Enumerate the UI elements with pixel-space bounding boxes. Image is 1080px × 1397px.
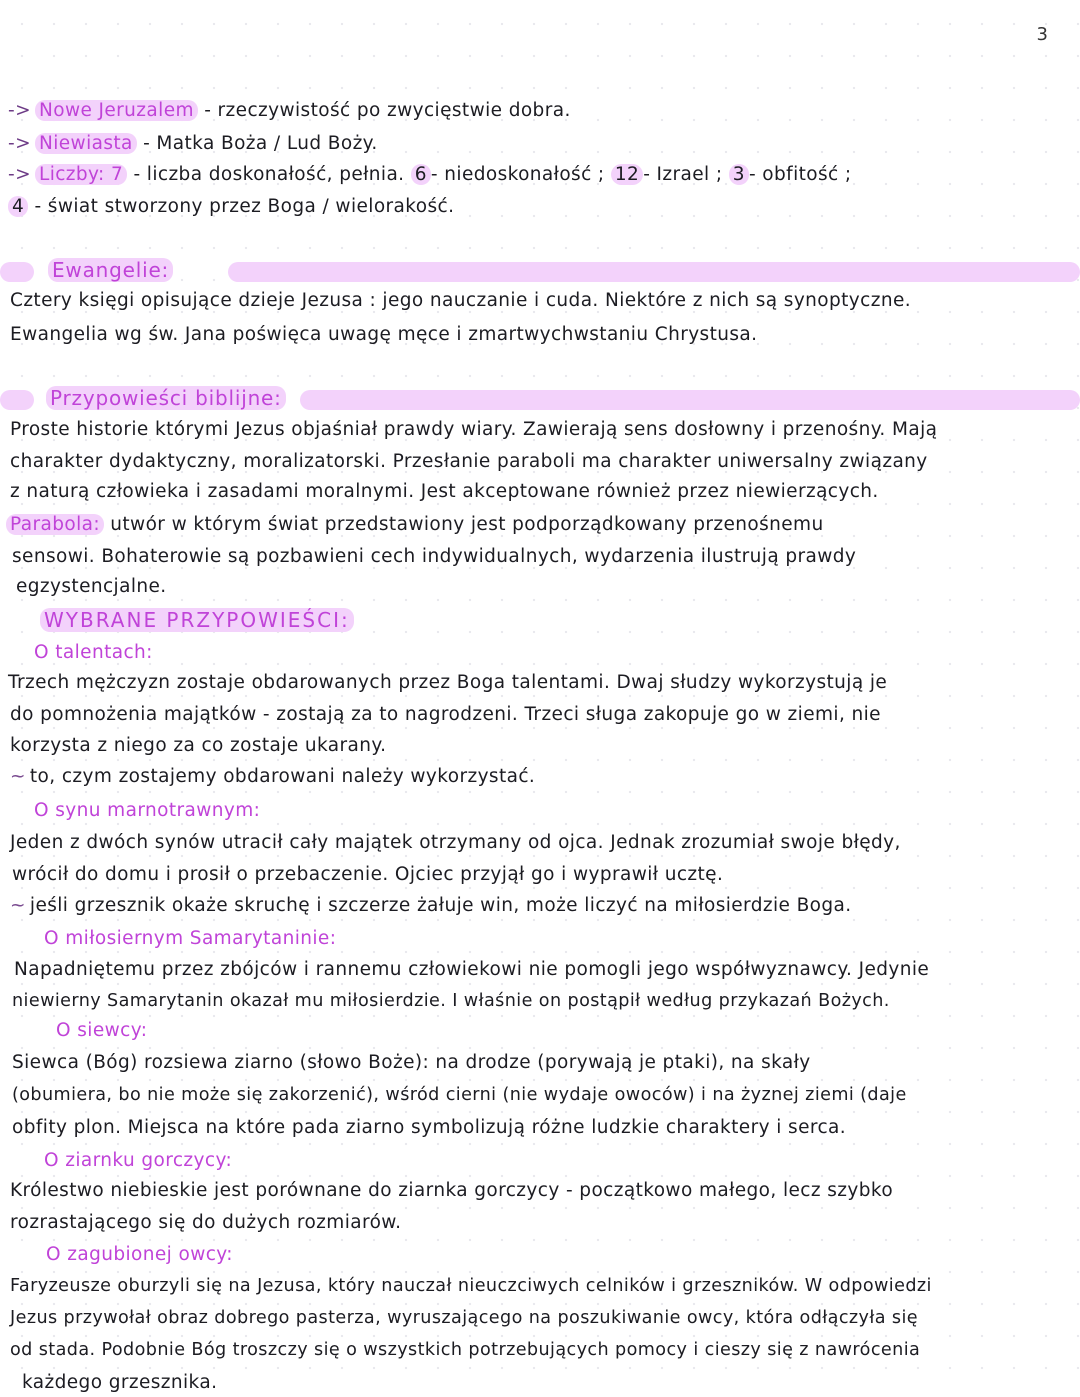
separator: -: [143, 133, 151, 154]
separator: -: [204, 100, 212, 121]
highlight-bar-right: [300, 390, 1080, 410]
number-3: 3: [729, 164, 749, 185]
moral-text: jeśli grzesznik okaże skruchę i szczerze żałuje win, może liczyć na miłosierdzie Boga.: [29, 895, 852, 916]
gospels-line: Cztery księgi opisujące dzieje Jezusa : jego nauczanie i cuda. Niektóre z nich są synoptyczne.: [10, 290, 912, 311]
parables-line: z naturą człowieka i zasadami moralnymi. Jest akceptowane również przez niewierzących.: [10, 481, 879, 502]
tilde-icon: ~: [10, 766, 26, 787]
title-mustard: O ziarnku gorczycy:: [44, 1150, 233, 1171]
heading-parables: [46, 386, 286, 410]
sower-line: Siewca (Bóg) rozsiewa ziarno (słowo Boże): na drodze (porywają je ptaki), na skały: [12, 1052, 811, 1073]
title-lost-sheep: O zagubionej owcy:: [46, 1244, 233, 1265]
arrow-icon: ->: [8, 133, 31, 154]
parables-line: Proste historie którymi Jezus objaśniał prawdy wiary. Zawierają sens dosłowny i przenośny. Mają: [10, 419, 938, 440]
definition: Matka Boża / Lud Boży.: [156, 133, 378, 154]
definition: - niedoskonałość ;: [430, 164, 605, 185]
highlight-bar-left: [0, 262, 34, 282]
heading-parables-text: Przypowieści biblijne:: [46, 386, 286, 410]
heading-selected: [40, 608, 354, 632]
lost-sheep-line: Jezus przywołał obraz dobrego pasterza, wyruszającego na poszukiwanie owcy, która odłączyła się: [10, 1308, 919, 1328]
talents-line: Trzech mężczyzn zostaje obdarowanych przez Boga talentami. Dwaj słudzy wykorzystują je: [8, 672, 888, 693]
prodigal-line: wrócił do domu i prosił o przebaczenie. Ojciec przyjął go i wyprawił ucztę.: [12, 864, 724, 885]
title-sower: O siewcy:: [56, 1020, 148, 1041]
intro-line-jerusalem: [8, 100, 571, 121]
intro-line-woman: [8, 133, 378, 154]
definition: liczba doskonałość, pełnia.: [146, 164, 405, 185]
intro-line-numbers: [8, 164, 852, 185]
parabola-line: sensowi. Bohaterowie są pozbawieni cech indywidualnych, wydarzenia ilustrują prawdy: [12, 546, 857, 567]
definition: - obfitość ;: [748, 164, 852, 185]
number-4: 4: [8, 196, 28, 217]
gospels-line: Ewangelia wg św. Jana poświęca uwagę męce i zmartwychwstaniu Chrystusa.: [10, 324, 758, 345]
lost-sheep-line: od stada. Podobnie Bóg troszczy się o wszystkich potrzebujących pomocy i cieszy się z nawrócenia: [10, 1340, 921, 1360]
talents-line: do pomnożenia majątków - zostają za to nagrodzeni. Trzeci sługa zakopuje go w ziemi, nie: [10, 704, 881, 725]
definition: - świat stworzony przez Boga / wielorakość.: [34, 196, 455, 217]
prodigal-moral: [10, 895, 852, 916]
arrow-icon: ->: [8, 164, 31, 185]
sower-line: obfity plon. Miejsca na które pada ziarno symbolizują różne ludzkie charaktery i serca.: [12, 1117, 847, 1138]
heading-gospels: [48, 258, 173, 282]
samaritan-line: niewierny Samarytanin okazał mu miłosierdzie. I właśnie on postąpił według przykazań Bożych.: [12, 991, 890, 1011]
number-6: 6: [411, 164, 431, 185]
highlight-bar-left: [0, 390, 34, 410]
definition: rzeczywistość po zwycięstwie dobra.: [217, 100, 571, 121]
mustard-line: Królestwo niebieskie jest porównane do ziarnka gorczycy - początkowo małego, lecz szybko: [10, 1180, 894, 1201]
page-number: 3: [1036, 24, 1048, 45]
parabola-line: egzystencjalne.: [16, 576, 167, 597]
intro-line-four: [8, 196, 454, 217]
tilde-icon: ~: [10, 895, 26, 916]
number-12: 12: [611, 164, 643, 185]
term-new-jerusalem: Nowe Jeruzalem: [35, 100, 198, 121]
highlight-bar-right: [228, 262, 1080, 282]
samaritan-line: Napadniętemu przez zbójców i rannemu człowiekowi nie pomogli jego współwyznawcy. Jedynie: [14, 959, 930, 980]
lost-sheep-line: każdego grzesznika.: [22, 1372, 218, 1393]
definition: utwór w którym świat przedstawiony jest podporządkowany przenośnemu: [110, 514, 824, 535]
separator: -: [133, 164, 141, 185]
title-samaritan: O miłosiernym Samarytaninie:: [44, 928, 337, 949]
sower-line: (obumiera, bo nie może się zakorzenić), wśród cierni (nie wydaje owoców) i na żyznej ziemi (daje: [12, 1085, 907, 1105]
heading-gospels-text: Ewangelie:: [48, 258, 173, 282]
title-talents: O talentach:: [34, 642, 153, 663]
term-woman: Niewiasta: [35, 133, 137, 154]
heading-selected-text: WYBRANE PRZYPOWIEŚCI:: [40, 608, 354, 632]
arrow-icon: ->: [8, 100, 31, 121]
moral-text: to, czym zostajemy obdarowani należy wykorzystać.: [29, 766, 536, 787]
parables-line: charakter dydaktyczny, moralizatorski. Przesłanie paraboli ma charakter uniwersalny związany: [10, 451, 928, 472]
talents-line: korzysta z niego za co zostaje ukarany.: [10, 735, 387, 756]
mustard-line: rozrastającego się do dużych rozmiarów.: [10, 1212, 402, 1233]
parabola-line: [6, 514, 824, 535]
definition: - Izrael ;: [643, 164, 723, 185]
lost-sheep-line: Faryzeusze oburzyli się na Jezusa, który nauczał nieuczciwych celników i grzeszników. W odpowiedzi: [10, 1276, 932, 1296]
prodigal-line: Jeden z dwóch synów utracił cały majątek otrzymany od ojca. Jednak zrozumiał swoje błędy,: [10, 832, 901, 853]
term-numbers: Liczby: 7: [35, 164, 127, 185]
title-prodigal: O synu marnotrawnym:: [34, 800, 261, 821]
talents-moral: [10, 766, 535, 787]
term-parabola: Parabola:: [6, 514, 104, 535]
